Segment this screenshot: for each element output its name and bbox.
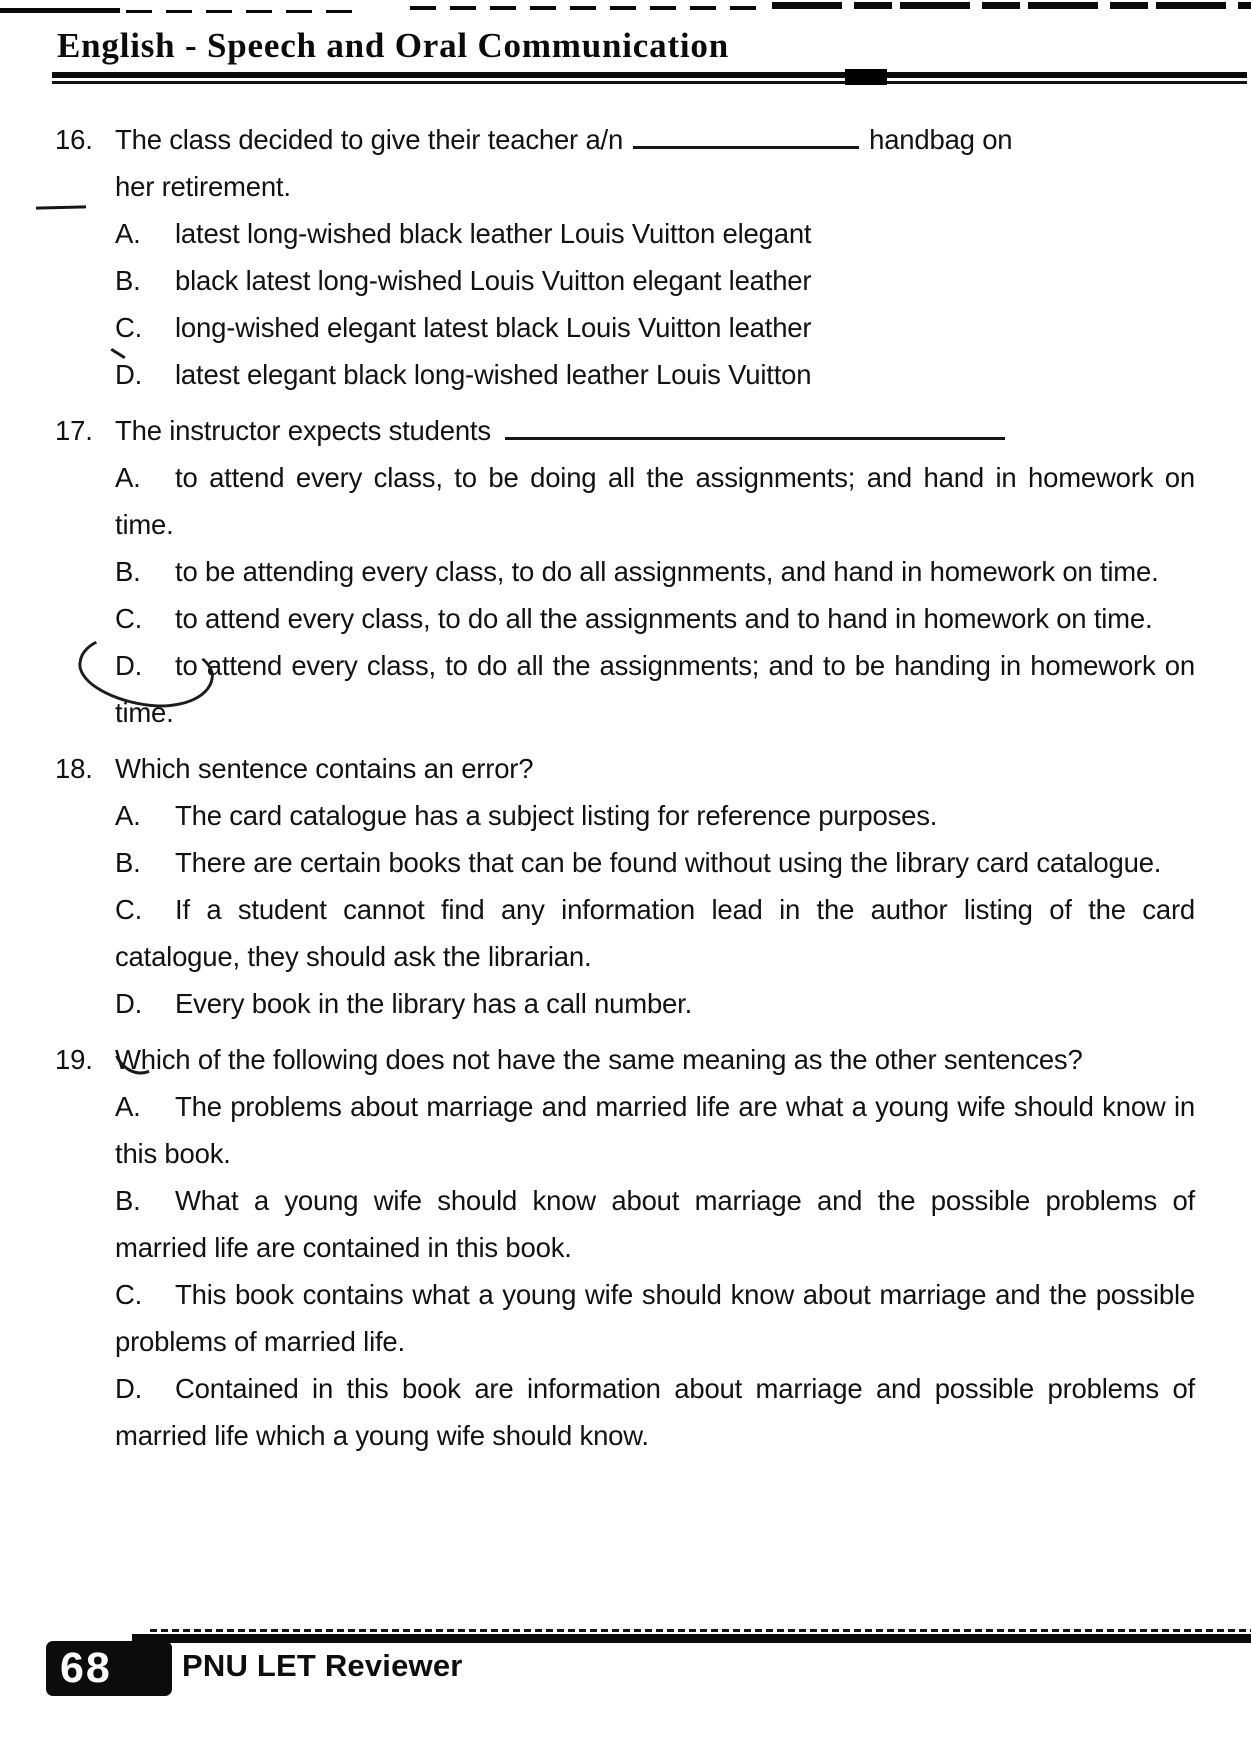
option-text: to be attending every class, to do all assignments, and hand in homework on time. [175, 556, 1159, 587]
page-number-badge: 68 [46, 1641, 172, 1696]
option-text: If a student cannot find any information lead in the author listing of the card catalogue, they should ask the librarian. [115, 894, 1195, 972]
question-17-option-b [115, 548, 1195, 595]
question-16-option-c [115, 304, 1195, 351]
option-text: latest elegant black long-wished leather Louis Vuitton [175, 359, 812, 390]
question-19-number: 19. [55, 1044, 93, 1075]
question-17-text [55, 407, 1195, 454]
option-letter: B. [115, 556, 141, 587]
question-16-option-d [115, 351, 1195, 398]
scan-artifact-top-right-dashes [772, 2, 1251, 9]
question-18-option-a [115, 792, 1195, 839]
scan-artifact-top-left-dashes [126, 10, 361, 13]
question-17-text-before-blank: The instructor expects students [115, 415, 491, 446]
option-letter: A. [115, 800, 141, 831]
option-text: There are certain books that can be found without using the library card catalogue. [175, 847, 1162, 878]
option-letter: B. [115, 847, 141, 878]
scan-artifact-rule-blob [845, 69, 887, 85]
answer-blank [505, 412, 1005, 440]
option-letter: A. [115, 462, 141, 493]
question-17-option-a [115, 454, 1195, 548]
question-18-text-body: Which sentence contains an error? [115, 753, 534, 784]
option-letter: C. [115, 1279, 143, 1310]
question-16 [55, 116, 1195, 398]
option-text: black latest long-wished Louis Vuitton elegant leather [175, 265, 812, 296]
footer-title: PNU LET Reviewer [182, 1648, 463, 1683]
option-letter: B. [115, 1185, 141, 1216]
option-text: The card catalogue has a subject listing for reference purposes. [175, 800, 938, 831]
question-19 [55, 1036, 1195, 1459]
question-18-text [55, 745, 1195, 792]
question-18-number: 18. [55, 753, 93, 784]
option-text: to attend every class, to do all the assignments and to hand in homework on time. [175, 603, 1153, 634]
question-17 [55, 407, 1195, 736]
answer-blank [633, 121, 859, 149]
question-16-text-continued: her retirement. [115, 171, 291, 202]
question-17-number: 17. [55, 415, 93, 446]
option-letter: C. [115, 603, 143, 634]
question-list [55, 116, 1195, 1459]
question-19-option-b [115, 1177, 1195, 1271]
question-19-option-c [115, 1271, 1195, 1365]
option-letter: A. [115, 218, 141, 249]
option-text: Contained in this book are information about marriage and possible problems of married life which a young wife should know. [115, 1373, 1195, 1451]
option-text: latest long-wished black leather Louis Vuitton elegant [175, 218, 812, 249]
option-text: to attend every class, to do all the assignments; and to be handing in homework on time. [115, 650, 1195, 728]
option-letter: C. [115, 894, 143, 925]
question-18-option-c [115, 886, 1195, 980]
page-title: English - Speech and Oral Communication [57, 26, 729, 65]
question-19-text [55, 1036, 1195, 1083]
question-18-option-d [115, 980, 1195, 1027]
question-19-option-d [115, 1365, 1195, 1459]
question-16-text-before-blank: The class decided to give their teacher a/n [115, 124, 624, 155]
option-letter: A. [115, 1091, 141, 1122]
question-17-option-c [115, 595, 1195, 642]
option-text: to attend every class, to be doing all the assignments; and hand in homework on time. [115, 462, 1195, 540]
question-16-option-a [115, 210, 1195, 257]
question-19-option-a [115, 1083, 1195, 1177]
option-text: The problems about marriage and married life are what a young wife should know in this book. [115, 1091, 1195, 1169]
option-letter: D. [115, 359, 143, 390]
footer-rule [132, 1634, 1251, 1643]
question-17-option-d [115, 642, 1195, 736]
option-text: long-wished elegant latest black Louis Vuitton leather [175, 312, 812, 343]
question-18-option-b [115, 839, 1195, 886]
question-16-number: 16. [55, 124, 93, 155]
option-letter: D. [115, 988, 143, 1019]
header-rule [52, 72, 1247, 78]
question-18 [55, 745, 1195, 1027]
option-letter: D. [115, 650, 143, 681]
option-letter: C. [115, 312, 143, 343]
question-16-option-b [115, 257, 1195, 304]
scan-artifact-top-middle-dashes [410, 6, 770, 10]
option-text: What a young wife should know about marriage and the possible problems of married life are contained in this book. [115, 1185, 1195, 1263]
question-19-text-body: Which of the following does not have the same meaning as the other sentences? [115, 1044, 1083, 1075]
option-text: This book contains what a young wife should know about marriage and the possible problems of married life. [115, 1279, 1195, 1357]
option-letter: D. [115, 1373, 143, 1404]
question-16-text [55, 116, 1195, 163]
footer-dotted-rule [150, 1629, 1251, 1632]
scan-artifact-top-left [0, 8, 120, 13]
option-letter: B. [115, 265, 141, 296]
question-16-text-after-blank: handbag on [869, 124, 1013, 155]
option-text: Every book in the library has a call number. [175, 988, 693, 1019]
header-rule-thin [52, 81, 1247, 84]
